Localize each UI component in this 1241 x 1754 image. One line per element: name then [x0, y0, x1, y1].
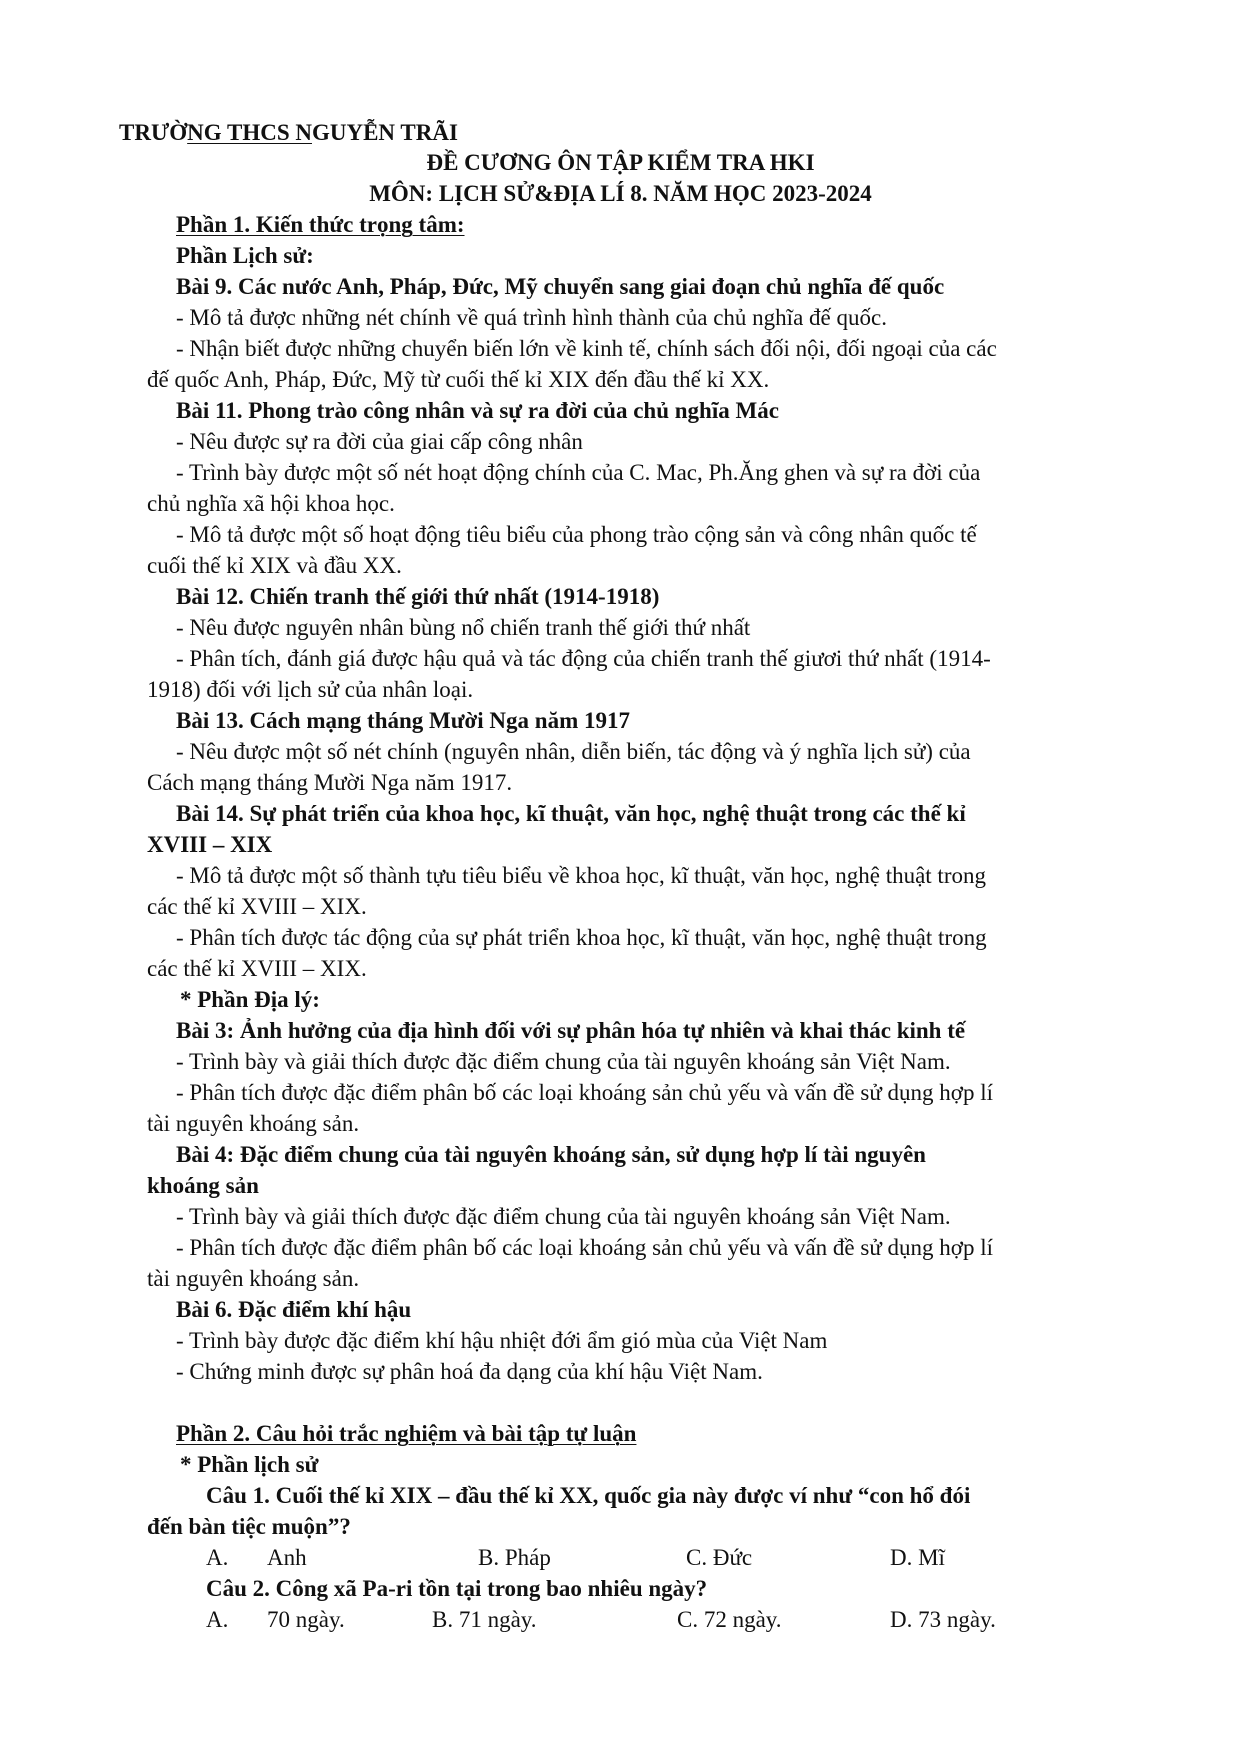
geo-lesson-6-line: - Chứng minh được sự phân hoá đa dạng của khí hậu Việt Nam.	[176, 1359, 763, 1384]
lesson-9-line: - Mô tả được những nét chính về quá trình hình thành của chủ nghĩa đế quốc.	[176, 305, 887, 330]
lesson-12-line: - Nêu được nguyên nhân bùng nổ chiến tranh thế giới thứ nhất	[176, 615, 751, 640]
q2-option-a-letter: A.	[206, 1607, 229, 1632]
q1-option-a: Anh	[267, 1545, 307, 1570]
lesson-14-title: Bài 14. Sự phát triển của khoa học, kĩ thuật, văn học, nghệ thuật trong các thế kỉ	[176, 801, 966, 826]
geo-lesson-4-line: - Trình bày và giải thích được đặc điểm chung của tài nguyên khoáng sản Việt Nam.	[176, 1204, 951, 1229]
history-heading: Phần Lịch sử:	[176, 243, 314, 268]
geo-lesson-3-line: tài nguyên khoáng sản.	[147, 1111, 360, 1136]
geo-lesson-4-line: tài nguyên khoáng sản.	[147, 1266, 360, 1291]
lesson-11-line: cuối thế kỉ XIX và đầu XX.	[147, 553, 402, 578]
lesson-12-title: Bài 12. Chiến tranh thế giới thứ nhất (1914-1918)	[176, 584, 660, 609]
question-2: Câu 2. Công xã Pa-ri tồn tại trong bao nhiêu ngày?	[206, 1576, 708, 1601]
geo-lesson-6-title: Bài 6. Đặc điểm khí hậu	[176, 1297, 412, 1322]
lesson-11-line: - Mô tả được một số hoạt động tiêu biểu của phong trào cộng sản và công nhân quốc tế	[176, 522, 977, 547]
lesson-14-line: các thế kỉ XVIII – XIX.	[147, 894, 367, 919]
geography-heading: * Phần Địa lý:	[180, 987, 320, 1012]
geo-lesson-3-line: - Phân tích được đặc điểm phân bố các loại khoáng sản chủ yếu và vấn đề sử dụng hợp lí	[176, 1080, 993, 1105]
q1-option-c: C. Đức	[686, 1545, 753, 1570]
q1-option-a-letter: A.	[206, 1545, 229, 1570]
geo-lesson-4-line: - Phân tích được đặc điểm phân bố các loại khoáng sản chủ yếu và vấn đề sử dụng hợp lí	[176, 1235, 993, 1260]
geo-lesson-4-title-cont: khoáng sản	[147, 1173, 259, 1198]
lesson-13-title: Bài 13. Cách mạng tháng Mười Nga năm 1917	[176, 708, 630, 733]
lesson-14-title-cont: XVIII – XIX	[147, 832, 273, 857]
question-1-cont: đến bàn tiệc muộn”?	[147, 1514, 351, 1539]
lesson-14-line: các thế kỉ XVIII – XIX.	[147, 956, 367, 981]
lesson-9-line: đế quốc Anh, Pháp, Đức, Mỹ từ cuối thế kỉ XIX đến đầu thế kỉ XX.	[147, 367, 770, 392]
q2-option-a: 70 ngày.	[267, 1607, 345, 1632]
lesson-14-line: - Mô tả được một số thành tựu tiêu biểu về khoa học, kĩ thuật, văn học, nghệ thuật trong	[176, 863, 986, 888]
q2-option-d: D. 73 ngày.	[890, 1607, 996, 1632]
part2-history-heading: * Phần lịch sử	[180, 1452, 319, 1477]
school-name: TRƯỜNG THCS NGUYỄN TRÃI	[119, 120, 458, 145]
geo-lesson-4-title: Bài 4: Đặc điểm chung của tài nguyên khoáng sản, sử dụng hợp lí tài nguyên	[176, 1142, 926, 1167]
lesson-12-line: - Phân tích, đánh giá được hậu quả và tác động của chiến tranh thế giươi thứ nhất (1914-	[176, 646, 991, 671]
part2-heading: Phần 2. Câu hỏi trắc nghiệm và bài tập tự luận	[176, 1421, 637, 1446]
document-title: ĐỀ CƯƠNG ÔN TẬP KIỂM TRA HKI	[426, 150, 815, 175]
geo-lesson-3-line: - Trình bày và giải thích được đặc điểm chung của tài nguyên khoáng sản Việt Nam.	[176, 1049, 951, 1074]
q1-option-d: D. Mĩ	[890, 1545, 945, 1570]
lesson-13-line: Cách mạng tháng Mười Nga năm 1917.	[147, 770, 513, 795]
lesson-11-line: chủ nghĩa xã hội khoa học.	[147, 491, 395, 516]
geo-lesson-3-title: Bài 3: Ảnh hưởng của địa hình đối với sự phân hóa tự nhiên và khai thác kinh tế	[176, 1018, 966, 1043]
q2-option-c: C. 72 ngày.	[677, 1607, 782, 1632]
geo-lesson-6-line: - Trình bày được đặc điểm khí hậu nhiệt đới ẩm gió mùa của Việt Nam	[176, 1328, 828, 1353]
lesson-9-line: - Nhận biết được những chuyển biến lớn về kinh tế, chính sách đối nội, đối ngoại của các	[176, 336, 997, 361]
question-1: Câu 1. Cuối thế kỉ XIX – đầu thế kỉ XX, quốc gia này được ví như “con hổ đói	[206, 1483, 971, 1508]
lesson-9-title: Bài 9. Các nước Anh, Pháp, Đức, Mỹ chuyển sang giai đoạn chủ nghĩa đế quốc	[176, 274, 945, 299]
part1-heading: Phần 1. Kiến thức trọng tâm:	[176, 212, 465, 237]
document-subtitle: MÔN: LỊCH SỬ&ĐỊA LÍ 8. NĂM HỌC 2023-2024	[369, 181, 872, 206]
lesson-14-line: - Phân tích được tác động của sự phát triển khoa học, kĩ thuật, văn học, nghệ thuật trong	[176, 925, 987, 950]
lesson-11-line: - Nêu được sự ra đời của giai cấp công nhân	[176, 429, 583, 454]
lesson-11-title: Bài 11. Phong trào công nhân và sự ra đời của chủ nghĩa Mác	[176, 398, 779, 423]
school-name-underlined: NG THCS N	[187, 120, 312, 145]
lesson-13-line: - Nêu được một số nét chính (nguyên nhân, diễn biến, tác động và ý nghĩa lịch sử) của	[176, 739, 971, 764]
q1-option-b: B. Pháp	[478, 1545, 551, 1570]
lesson-12-line: 1918) đối với lịch sử của nhân loại.	[147, 677, 474, 702]
lesson-11-line: - Trình bày được một số nét hoạt động chính của C. Mac, Ph.Ăng ghen và sự ra đời của	[176, 460, 981, 485]
q2-option-b: B. 71 ngày.	[432, 1607, 537, 1632]
